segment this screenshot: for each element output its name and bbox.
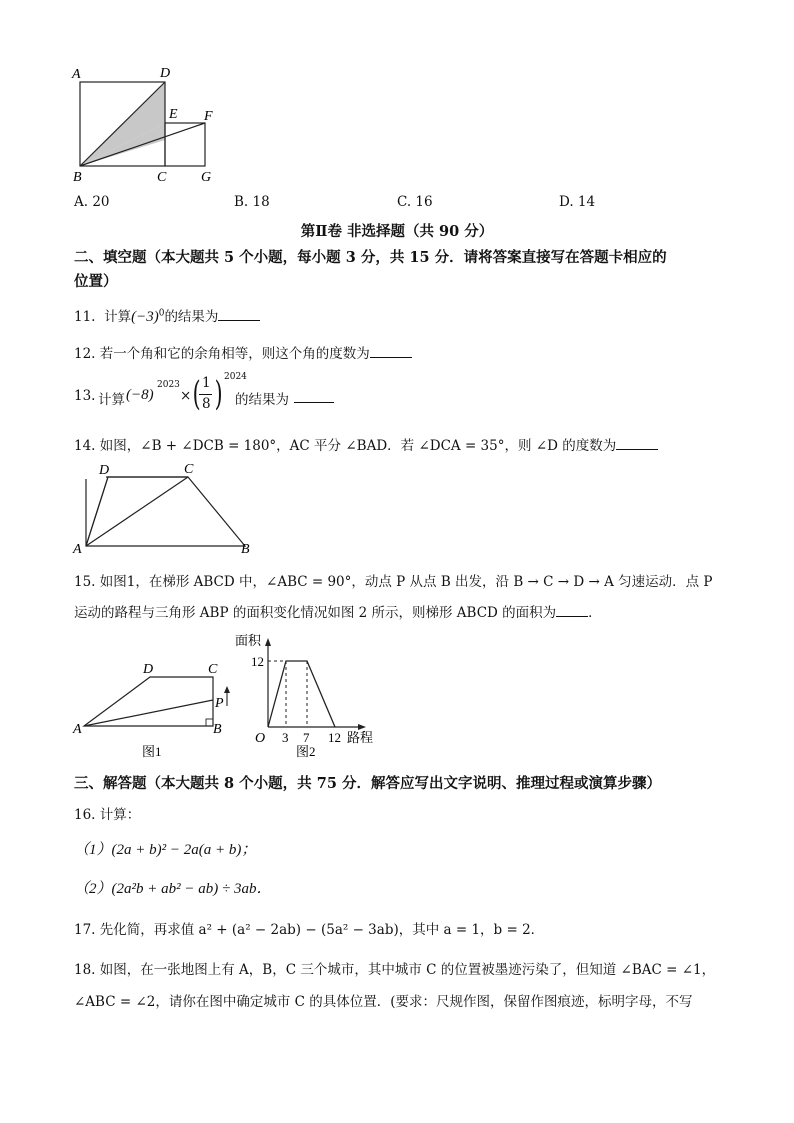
label-A: A xyxy=(72,67,81,82)
question-14 xyxy=(74,434,658,454)
q13-exp2: 2024 xyxy=(224,372,247,382)
section2-title: 第Ⅱ卷 非选择题（共 90 分） xyxy=(300,223,494,240)
figure-14-trapezoid xyxy=(70,460,270,560)
y-axis-arrow xyxy=(265,638,271,646)
label-C: C xyxy=(208,662,218,677)
q14-text: 14. 如图，∠B + ∠DCB = 180°，AC 平分 ∠BAD．若 ∠DCA = 35°，则 ∠D 的度数为 xyxy=(74,438,617,454)
question-17: 17. 先化简，再求值 a² + (a² − 2ab) − (5a² − 3ab)，其中 a = 1，b = 2． xyxy=(74,922,545,938)
trapezoid-abcd-15 xyxy=(84,677,213,726)
section-fill-heading-1: 二、填空题（本大题共 5 个小题，每小题 3 分，共 15 分．请将答案直接写在答题卡相应的 xyxy=(74,249,667,266)
label-C: C xyxy=(184,462,194,477)
tick-x-12: 12 xyxy=(328,730,341,745)
q13-lparen: ( xyxy=(192,374,201,414)
x-axis-label: 路程 xyxy=(347,730,374,745)
q12-text: 12. 若一个角和它的余角相等，则这个角的度数为 xyxy=(74,346,370,362)
label-D: D xyxy=(160,66,171,81)
q13-frac-num: 1 xyxy=(202,375,211,391)
q15-period: ． xyxy=(588,605,602,621)
label-D: D xyxy=(143,662,154,677)
q11-pre: 计算 xyxy=(104,309,132,325)
question-16-part1: （1）(2a + b)² − 2a(a + b)； xyxy=(74,842,257,858)
question-16-title: 16. 计算： xyxy=(74,807,141,823)
label-D: D xyxy=(99,463,110,478)
figure-15-2 xyxy=(232,630,382,760)
arrow-up-head xyxy=(224,686,230,693)
q11-exp: 0 xyxy=(158,308,165,319)
question-15-line2 xyxy=(74,601,602,621)
q15-line2-text: 运动的路程与三角形 ABP 的面积变化情况如图 2 所示，则梯形 ABCD 的面积为 xyxy=(74,605,557,621)
answer-blank-12[interactable] xyxy=(370,343,412,358)
answer-blank-11[interactable] xyxy=(218,306,260,321)
question-15-line1: 15. 如图1，在梯形 ABCD 中，∠ABC = 90°，动点 P 从点 B 出发，沿 B → C → D → A 匀速运动．点 P xyxy=(74,574,713,590)
right-angle-mark xyxy=(206,719,213,726)
option-b: B. 18 xyxy=(234,194,270,210)
figure-15-1 xyxy=(70,660,230,760)
label-C: C xyxy=(157,170,167,185)
trapezoid-abcd xyxy=(86,477,245,546)
answer-blank-13[interactable] xyxy=(294,388,334,403)
label-A: A xyxy=(73,722,82,737)
label-P: P xyxy=(215,696,224,711)
caption-fig1: 图1 xyxy=(142,744,162,759)
label-E: E xyxy=(169,107,178,122)
figure-squares xyxy=(70,60,230,185)
label-F: F xyxy=(204,109,213,124)
q13-frac-bar xyxy=(199,394,212,395)
q13-frac-den: 8 xyxy=(202,396,211,412)
section3-title: 三、解答题（本大题共 8 个小题，共 75 分．解答应写出文字说明、推理过程或演算步骤） xyxy=(74,775,661,792)
answer-blank-15[interactable] xyxy=(556,602,588,617)
label-B: B xyxy=(241,542,250,557)
q11-post: 的结果为 xyxy=(164,309,219,325)
option-d: D. 14 xyxy=(559,194,596,210)
area-curve xyxy=(268,661,335,727)
label-A: A xyxy=(73,542,82,557)
q11-number: 11. xyxy=(74,309,96,325)
line-ap xyxy=(84,700,213,726)
q13-base: (−8) xyxy=(126,387,154,403)
q13-pre: 计算 xyxy=(98,392,125,408)
y-axis-label: 面积 xyxy=(235,633,262,648)
question-16-part2: （2）(2a²b + ab² − ab) ÷ 3ab． xyxy=(74,881,272,897)
question-18-line2: ∠ABC = ∠2，请你在图中确定城市 C 的具体位置．(要求：尺规作图，保留作图痕迹，标明字母，不写 xyxy=(74,994,693,1010)
option-a: A. 20 xyxy=(74,194,110,210)
option-c: C. 16 xyxy=(397,194,433,210)
edge-ad xyxy=(86,477,108,546)
q13-number: 13. xyxy=(74,388,96,404)
caption-fig2: 图2 xyxy=(296,744,316,759)
question-18-line1: 18. 如图，在一张地图上有 A，B，C 三个城市，其中城市 C 的位置被墨迹污染了，但知道 ∠BAC = ∠1， xyxy=(74,962,716,978)
q13-post: 的结果为 xyxy=(235,392,289,408)
q11-expr: (−3) xyxy=(131,309,159,325)
section-fill-heading-2: 位置） xyxy=(74,273,118,290)
q13-exp1: 2023 xyxy=(157,380,180,390)
question-12 xyxy=(74,342,412,362)
q13-times: × xyxy=(180,388,192,404)
label-G: G xyxy=(201,170,212,185)
q13-rparen: ) xyxy=(214,374,223,414)
question-11 xyxy=(74,305,260,326)
label-B: B xyxy=(213,722,222,737)
label-B: B xyxy=(73,170,82,185)
origin-label: O xyxy=(255,731,266,746)
answer-blank-14[interactable] xyxy=(616,435,658,450)
tick-y-12: 12 xyxy=(251,654,264,669)
diagonal-ac xyxy=(86,477,188,546)
tick-x-7: 7 xyxy=(303,730,310,745)
tick-x-3: 3 xyxy=(282,730,289,745)
